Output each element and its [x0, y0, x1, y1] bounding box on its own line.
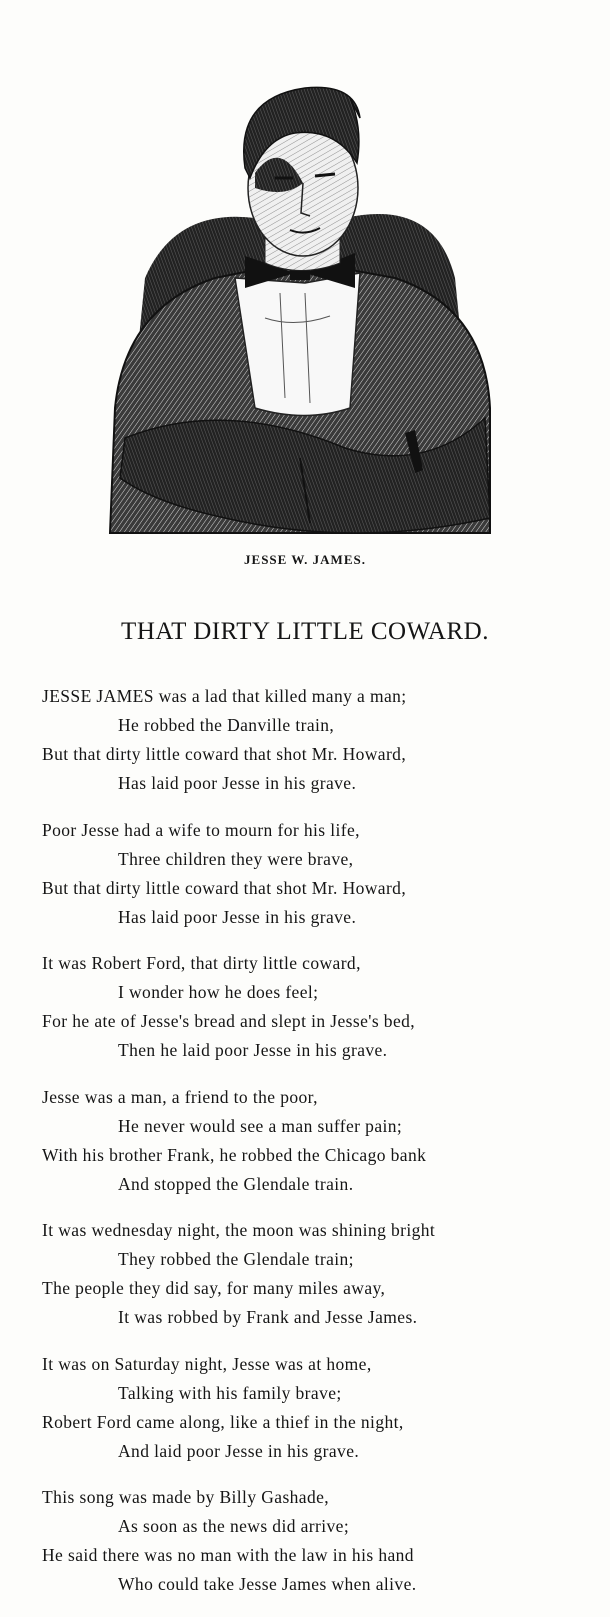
stanza	[42, 1483, 582, 1599]
stanza	[42, 1216, 582, 1332]
portrait-caption: JESSE W. JAMES.	[244, 552, 366, 567]
verse-line: Three children they were brave,	[118, 848, 354, 869]
verse-line: He never would see a man suffer pain;	[118, 1115, 403, 1136]
verse-line: JESSE JAMES was a lad that killed many a man;	[42, 686, 407, 706]
stanza	[42, 949, 582, 1065]
verse-line: Talking with his family brave;	[118, 1382, 342, 1403]
verse-line: But that dirty little coward that shot Mr. Howard,	[42, 877, 407, 898]
stanza	[42, 1350, 582, 1466]
verse-line: He said there was no man with the law in his hand	[42, 1545, 414, 1565]
verse-line: But that dirty little coward that shot Mr. Howard,	[42, 744, 407, 764]
poem	[42, 682, 582, 1617]
verse-line: It was wednesday night, the moon was shining bright	[42, 1220, 436, 1240]
song-title: THAT DIRTY LITTLE COWARD.	[121, 618, 489, 645]
stanza	[42, 682, 582, 798]
verse-line: It was on Saturday night, Jesse was at home,	[42, 1353, 372, 1374]
verse-line: This song was made by Billy Gashade,	[42, 1487, 330, 1507]
verse-line: Robert Ford came along, like a thief in the night,	[42, 1411, 404, 1432]
verse-line: They robbed the Glendale train;	[118, 1249, 354, 1269]
verse-line: And stopped the Glendale train.	[118, 1173, 354, 1194]
verse-line: Jesse was a man, a friend to the poor,	[42, 1086, 318, 1107]
verse-line: The people they did say, for many miles away,	[42, 1278, 386, 1298]
verse-line: Then he laid poor Jesse in his grave.	[118, 1040, 388, 1060]
stanza	[42, 816, 582, 932]
verse-line: It was Robert Ford, that dirty little coward,	[42, 953, 361, 973]
portrait-engraving	[105, 78, 495, 543]
verse-line: Has laid poor Jesse in his grave.	[118, 773, 357, 793]
portrait-illustration	[105, 78, 495, 543]
stanza	[42, 1083, 582, 1199]
verse-line: I wonder how he does feel;	[118, 982, 319, 1002]
verse-line: Has laid poor Jesse in his grave.	[118, 906, 357, 927]
verse-line: And laid poor Jesse in his grave.	[118, 1440, 360, 1461]
verse-line: As soon as the news did arrive;	[118, 1516, 350, 1536]
verse-line: Poor Jesse had a wife to mourn for his life,	[42, 819, 360, 840]
verse-line: He robbed the Danville train,	[118, 715, 335, 735]
verse-line: It was robbed by Frank and Jesse James.	[118, 1307, 418, 1327]
verse-line: For he ate of Jesse's bread and slept in Jesse's bed,	[42, 1011, 416, 1031]
verse-line: With his brother Frank, he robbed the Chicago bank	[42, 1144, 427, 1165]
verse-line: Who could take Jesse James when alive.	[118, 1574, 417, 1594]
